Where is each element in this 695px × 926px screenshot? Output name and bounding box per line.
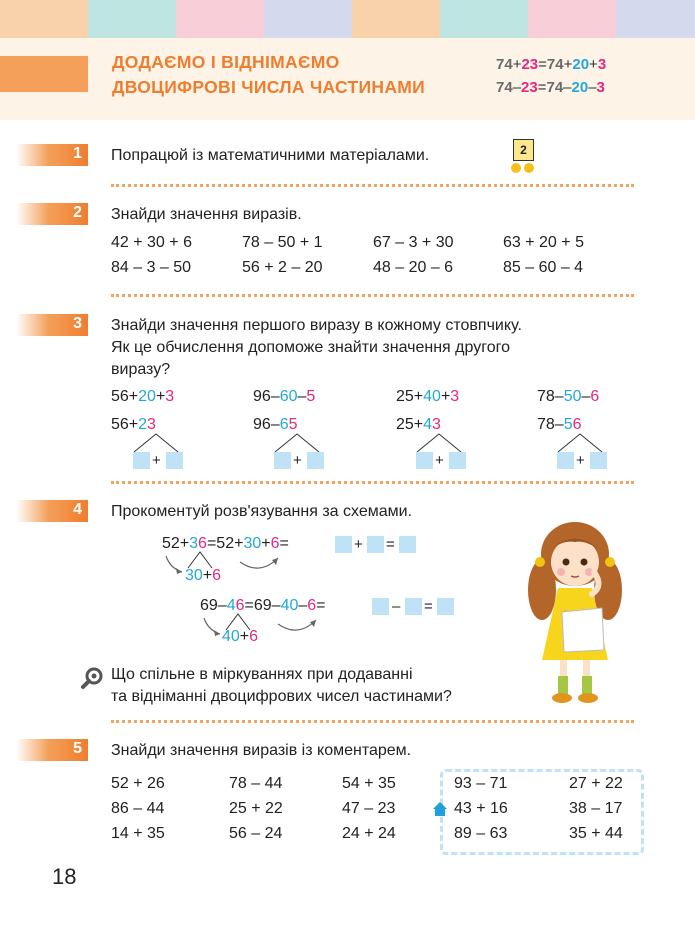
answer-box[interactable] xyxy=(367,536,384,553)
answer-box[interactable] xyxy=(274,452,291,469)
task1-text: Попрацюй із математичними матеріалами. xyxy=(111,147,430,164)
task-number-3: 3 xyxy=(16,314,88,336)
task5-text: Знайди значення виразів із коментарем. xyxy=(111,742,412,759)
expression: 35 + 44 xyxy=(569,825,623,842)
expression: 43 + 16 xyxy=(454,800,508,817)
answer-box[interactable] xyxy=(399,536,416,553)
plus-sign: + xyxy=(576,452,585,469)
answer-box[interactable] xyxy=(133,452,150,469)
divider xyxy=(111,720,634,723)
answer-box[interactable] xyxy=(590,452,607,469)
task2-text: Знайди значення виразів. xyxy=(111,206,302,223)
answer-box[interactable] xyxy=(449,452,466,469)
split-lines xyxy=(130,432,190,454)
minus-sign: – xyxy=(392,598,401,615)
plus-sign: + xyxy=(354,536,363,553)
first-expression: 96–60–5 xyxy=(253,388,316,405)
color-strip xyxy=(176,0,264,38)
divider xyxy=(111,184,634,187)
expression: 86 – 44 xyxy=(111,800,165,817)
task4-text: Прокоментуй розв'язування за схемами. xyxy=(111,503,413,520)
expression: 14 + 35 xyxy=(111,825,165,842)
color-strip xyxy=(528,0,616,38)
expression: 67 – 3 + 30 xyxy=(373,234,454,251)
second-expression: 96–65 xyxy=(253,416,298,433)
second-expression: 25+43 xyxy=(396,416,441,433)
expression: 25 + 22 xyxy=(229,800,283,817)
answer-box[interactable] xyxy=(372,598,389,615)
answer-box[interactable] xyxy=(335,536,352,553)
house-icon xyxy=(432,801,448,817)
expression: 27 + 22 xyxy=(569,775,623,792)
lesson-title-line2: ДВОЦИФРОВІ ЧИСЛА ЧАСТИНАМИ xyxy=(112,77,426,97)
answer-box[interactable] xyxy=(557,452,574,469)
scheme2-equation: 69–46=69–40–6= xyxy=(200,597,326,614)
expression: 63 + 20 + 5 xyxy=(503,234,584,251)
plus-sign: + xyxy=(152,452,161,469)
task3-text-line3: виразу? xyxy=(111,361,171,378)
scheme1-equation: 52+36=52+30+6= xyxy=(162,535,289,552)
first-expression: 25+40+3 xyxy=(396,388,460,405)
expression: 78 – 44 xyxy=(229,775,283,792)
question-line1: Що спільне в міркуваннях при додаванні xyxy=(111,666,413,683)
task3-text-line2: Як це обчислення допоможе знайти значення другого xyxy=(111,339,510,356)
first-expression: 78–50–6 xyxy=(537,388,600,405)
expression: 24 + 24 xyxy=(342,825,396,842)
expression: 48 – 20 – 6 xyxy=(373,259,454,276)
header-equation-subtraction: 74–23=74–20–3 xyxy=(496,79,605,96)
lesson-title-line1: ДОДАЄМО І ВІДНІМАЄМО xyxy=(112,52,340,72)
dot-icon xyxy=(524,163,534,173)
answer-box[interactable] xyxy=(307,452,324,469)
expression: 47 – 23 xyxy=(342,800,396,817)
split-lines xyxy=(413,432,473,454)
expression: 52 + 26 xyxy=(111,775,165,792)
page-number: 18 xyxy=(52,864,77,889)
task-number-2: 2 xyxy=(16,203,88,225)
scheme2-split: 40+6 xyxy=(222,628,259,645)
expression: 85 – 60 – 4 xyxy=(503,259,584,276)
task-number-1: 1 xyxy=(16,144,88,166)
divider xyxy=(111,294,634,297)
header-equation-addition: 74+23=74+20+3 xyxy=(496,56,607,73)
task3-text-line1: Знайди значення першого виразу в кожному стовпчику. xyxy=(111,317,522,334)
color-strip xyxy=(264,0,352,38)
divider xyxy=(111,481,634,484)
magnifier-icon xyxy=(80,666,104,690)
question-line2: та відніманні двоцифрових чисел частинами? xyxy=(111,688,452,705)
plus-sign: + xyxy=(435,452,444,469)
header-accent xyxy=(0,56,88,92)
materials-badge: 2 xyxy=(513,139,534,161)
expression: 38 – 17 xyxy=(569,800,623,817)
expression: 56 + 2 – 20 xyxy=(242,259,323,276)
split-lines xyxy=(554,432,614,454)
task-number-4: 4 xyxy=(16,500,88,522)
color-strip xyxy=(0,0,88,38)
scheme1-split: 30+6 xyxy=(185,567,222,584)
color-strip xyxy=(88,0,176,38)
color-strip xyxy=(440,0,528,38)
plus-sign: + xyxy=(293,452,302,469)
equals-sign: = xyxy=(424,598,433,615)
expression: 56 – 24 xyxy=(229,825,283,842)
dot-icon xyxy=(511,163,521,173)
split-lines xyxy=(271,432,331,454)
expression: 84 – 3 – 50 xyxy=(111,259,192,276)
expression: 89 – 63 xyxy=(454,825,508,842)
answer-box[interactable] xyxy=(166,452,183,469)
expression: 42 + 30 + 6 xyxy=(111,234,192,251)
second-expression: 78–56 xyxy=(537,416,582,433)
expression: 78 – 50 + 1 xyxy=(242,234,323,251)
second-expression: 56+23 xyxy=(111,416,156,433)
answer-box[interactable] xyxy=(405,598,422,615)
color-strip xyxy=(616,0,695,38)
color-strip xyxy=(352,0,440,38)
answer-box[interactable] xyxy=(416,452,433,469)
answer-box[interactable] xyxy=(437,598,454,615)
equals-sign: = xyxy=(386,536,395,553)
first-expression: 56+20+3 xyxy=(111,388,175,405)
expression: 93 – 71 xyxy=(454,775,508,792)
task-number-5: 5 xyxy=(16,739,88,761)
expression: 54 + 35 xyxy=(342,775,396,792)
girl-illustration xyxy=(520,512,630,710)
